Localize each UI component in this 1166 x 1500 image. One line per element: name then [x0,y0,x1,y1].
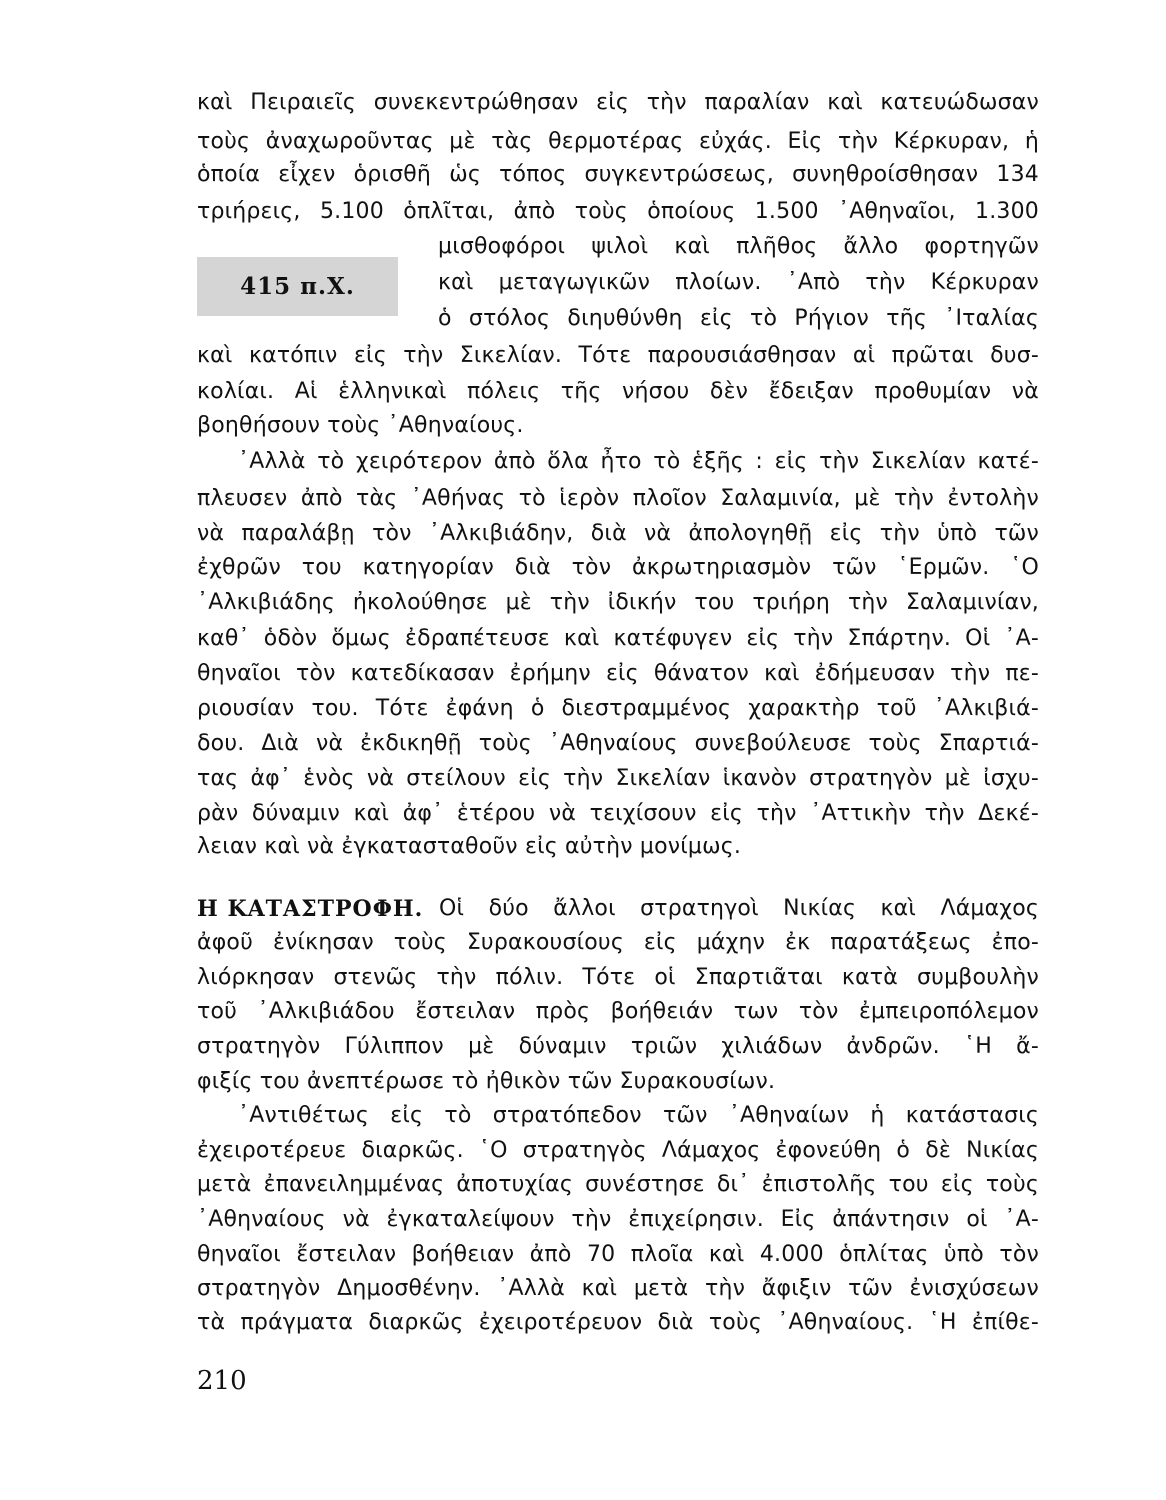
text-line: μετὰ ἐπανειλημμένας ἀποτυχίας συνέστησε δι᾿ ἐπιστολῆς του εἰς τοὺς [197,1172,1039,1197]
text-line: ἐχθρῶν του κατηγορίαν διὰ τὸν ἀκρωτηριασμὸν τῶν ῾Ερμῶν. ῾Ο [197,555,1039,580]
section-heading: Η ΚΑΤΑΣΤΡΟΦΗ. [197,896,424,922]
text-line: τὰ πράγματα διαρκῶς ἐχειροτέρευον διὰ τοὺς ᾿Αθηναίους. ῾Η ἐπίθε- [197,1310,1039,1335]
text-line: καθ᾿ ὁδὸν ὅμως ἐδραπέτευσε καὶ κατέφυγεν εἰς τὴν Σπάρτην. Οἱ ᾿Α- [197,626,1039,651]
text-line: βοηθήσουν τοὺς ᾿Αθηναίους. [197,413,524,438]
text-line: στρατηγὸν Δημοσθένην. ᾿Αλλὰ καὶ μετὰ τὴν ἄφιξιν τῶν ἐνισχύσεων [197,1276,1039,1301]
text-line: μισθοφόροι ψιλοὶ καὶ πλῆθος ἄλλο φορτηγῶν [438,234,1039,259]
text-line: τριήρεις, 5.100 ὁπλῖται, ἀπὸ τοὺς ὁποίους 1.500 ᾿Αθηναῖοι, 1.300 [197,199,1039,224]
text-line: ᾿Αλκιβιάδης ἠκολούθησε μὲ τὴν ἰδικήν του τριήρη τὴν Σαλαμινίαν, [197,590,1039,615]
text-line: στρατηγὸν Γύλιππον μὲ δύναμιν τριῶν χιλιάδων ἀνδρῶν. ῾Η ἄ- [197,1034,1039,1059]
text-line: κολίαι. Αἱ ἑλληνικαὶ πόλεις τῆς νήσου δὲν ἔδειξαν προθυμίαν νὰ [197,379,1039,404]
text-line: πλευσεν ἀπὸ τὰς ᾿Αθήνας τὸ ἱερὸν πλοῖον Σαλαμινία, μὲ τὴν ἐντολὴν [197,486,1039,511]
text-line: λειαν καὶ νὰ ἐγκατασταθοῦν εἰς αὐτὴν μονίμως. [197,834,742,859]
text-line: θηναῖοι ἔστειλαν βοήθειαν ἀπὸ 70 πλοῖα καὶ 4.000 ὁπλίτας ὑπὸ τὸν [197,1242,1039,1267]
text-line: καὶ κατόπιν εἰς τὴν Σικελίαν. Τότε παρουσιάσθησαν αἱ πρῶται δυσ- [197,343,1039,368]
text-line: ᾿Αλλὰ τὸ χειρότερον ἀπὸ ὅλα ἦτο τὸ ἑξῆς : εἰς τὴν Σικελίαν κατέ- [238,449,1039,474]
text-line: ὁποία εἶχεν ὁρισθῆ ὡς τόπος συγκεντρώσεως, συνηθροίσθησαν 134 [197,162,1039,187]
text-line: ᾿Αντιθέτως εἰς τὸ στρατόπεδον τῶν ᾿Αθηναίων ἡ κατάστασις [238,1103,1039,1128]
date-label: 415 π.Χ. [197,257,398,316]
text-line: ριουσίαν του. Τότε ἐφάνη ὁ διεστραμμένος χαρακτὴρ τοῦ ᾿Αλκιβιά- [197,696,1039,721]
text-line: νὰ παραλάβῃ τὸν ᾿Αλκιβιάδην, διὰ νὰ ἀπολογηθῇ εἰς τὴν ὑπὸ τῶν [197,521,1039,546]
text-line: λιόρκησαν στενῶς τὴν πόλιν. Τότε οἱ Σπαρτιᾶται κατὰ συμβουλὴν [197,965,1039,990]
text-line: θηναῖοι τὸν κατεδίκασαν ἐρήμην εἰς θάνατον καὶ ἐδήμευσαν τὴν πε- [197,661,1039,686]
text-line: καὶ Πειραιεῖς συνεκεντρώθησαν εἰς τὴν παραλίαν καὶ κατευώδωσαν [197,90,1039,115]
text-line: ρὰν δύναμιν καὶ ἀφ᾿ ἑτέρου νὰ τειχίσουν εἰς τὴν ᾿Αττικὴν τὴν Δεκέ- [197,801,1039,826]
text-line: τας ἀφ᾿ ἑνὸς νὰ στείλουν εἰς τὴν Σικελίαν ἱκανὸν στρατηγὸν μὲ ἰσχυ- [197,766,1039,791]
text-line: δου. Διὰ νὰ ἐκδικηθῇ τοὺς ᾿Αθηναίους συνεβούλευσε τοὺς Σπαρτιά- [197,731,1039,756]
page-number: 210 [197,1366,247,1396]
text-line: Οἱ δύο ἄλλοι στρατηγοὶ Νικίας καὶ Λάμαχος [439,896,1039,921]
text-line: καὶ μεταγωγικῶν πλοίων. ᾿Απὸ τὴν Κέρκυραν [438,270,1039,295]
section-first-line [197,894,1039,924]
text-line: ἀφοῦ ἐνίκησαν τοὺς Συρακουσίους εἰς μάχην ἐκ παρατάξεως ἐπο- [197,930,1039,955]
text-line: τοῦ ᾿Αλκιβιάδου ἔστειλαν πρὸς βοήθειάν των τὸν ἐμπειροπόλεμον [197,999,1039,1024]
text-line: φιξίς του ἀνεπτέρωσε τὸ ἠθικὸν τῶν Συρακουσίων. [197,1069,776,1094]
text-line: ὁ στόλος διηυθύνθη εἰς τὸ Ρήγιον τῆς ᾿Ιταλίας [438,306,1039,331]
text-line: ᾿Αθηναίους νὰ ἐγκαταλείψουν τὴν ἐπιχείρησιν. Εἰς ἀπάντησιν οἱ ᾿Α- [197,1207,1039,1232]
text-line: τοὺς ἀναχωροῦντας μὲ τὰς θερμοτέρας εὐχάς. Εἰς τὴν Κέρκυραν, ἡ [197,129,1039,154]
text-line: ἐχειροτέρευε διαρκῶς. ῾Ο στρατηγὸς Λάμαχος ἐφονεύθη ὁ δὲ Νικίας [197,1138,1039,1163]
